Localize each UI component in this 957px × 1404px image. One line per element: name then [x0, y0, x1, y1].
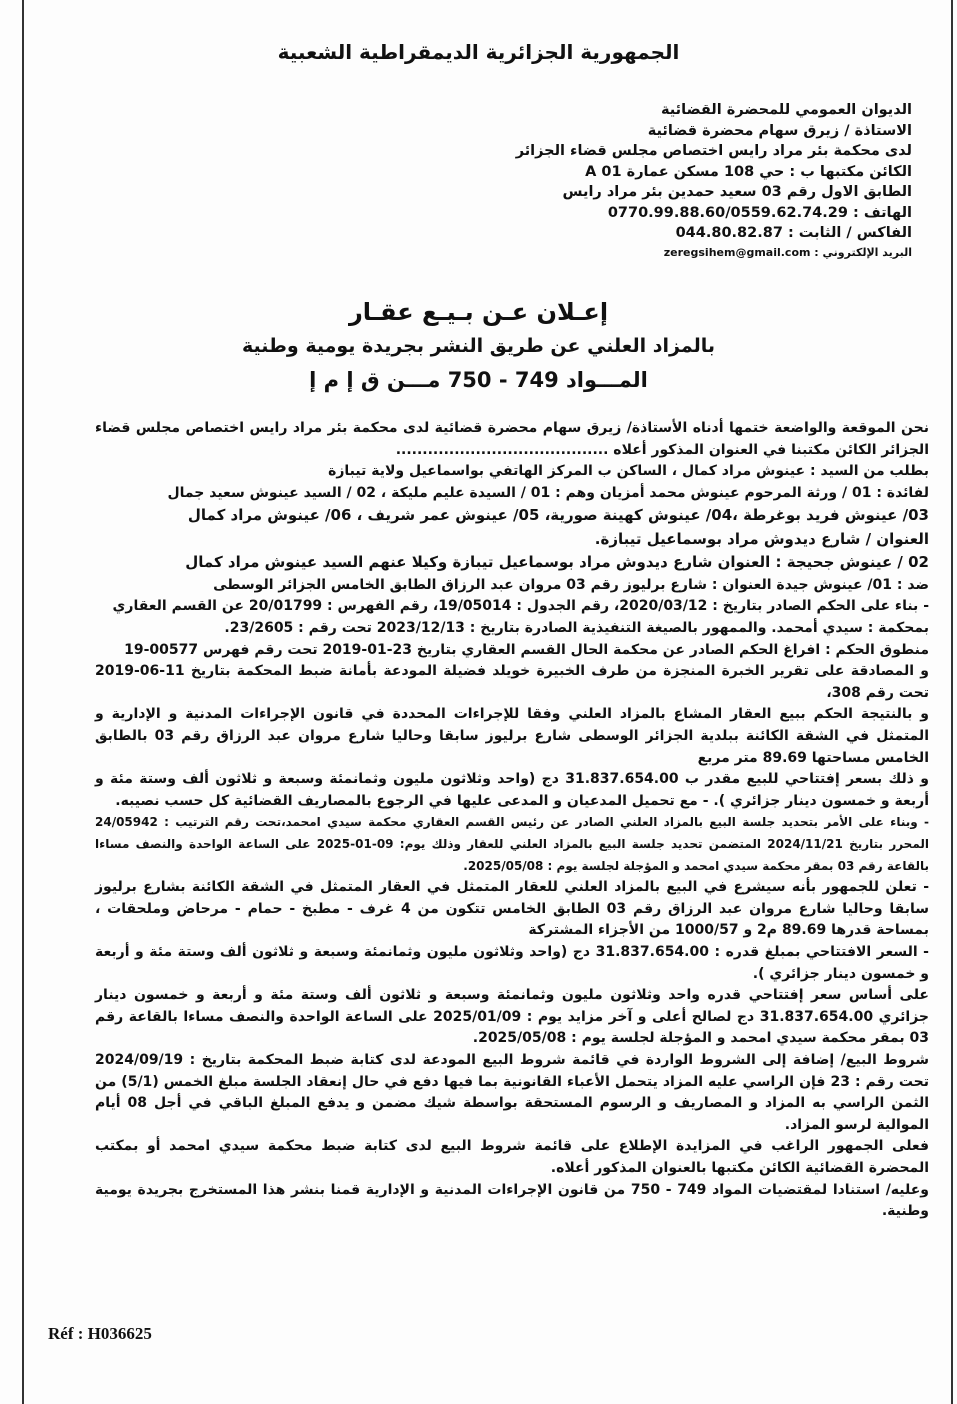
announcement-subtitle: بالمزاد العلني عن طريق النشر بجريدة يومية وطنية: [241, 335, 716, 357]
left-border-line: [22, 0, 24, 1404]
body-paragraph: بطلب من السيد : عينوش مراد كمال ، الساكن ب المركز الهاتفي بواسماعيل ولاية تيبازة: [328, 463, 929, 480]
body-paragraph: بمحكمة : سيدي أمحمد. والممهور بالصيغة التنفيذية الصادرة بتاريخ : 2023/12/13 تحت رقم : 23/2605.: [224, 620, 929, 637]
body-paragraph: - تعلن للجمهور بأنه سيشرع في البيع بالمزاد العلني للعقار المتمثل في العقار المتمثل في الشقة الكائنة بشارع برليوز سابقا وحاليا شارع مروان عبد الرزاق رقم 03 الطابق الخامس تتكون من 4 غرف - مطبخ - حمام - مرحاض وملحقات ، بمساحة قدرها 89.69 م2 و 1000/57 من الأجزاء المشتركة: [95, 879, 930, 939]
announcement-title-block: [200, 295, 757, 397]
office-phone: الهاتف : 0770.99.88.60/0559.62.74.29: [607, 204, 912, 221]
announcement-title: إعـلان عـن بـيـع عقـار: [348, 298, 609, 326]
body-paragraph: و ذلك بسعر إفتتاحي للبيع مقدر ب 31.837.654.00 دج (واحد وثلاثون مليون وثمانمئة وسبعة و ثلاثون ألف وستة مئة و أربعة و خمسون دينار جزائري ). - مع تحميل المدعيان و المدعى عليها في الرجوع بالمصاريف القضائية كل حسب نصيبه.: [95, 771, 930, 809]
body-paragraph: شروط البيع/ إضافة إلى الشروط الواردة في قائمة شروط البيع المودعة لدى كتابة ضبط المحكمة بتاريخ : 2024/09/19 تحت رقم : 23 فإن الراسي عليه المزاد يتحمل الأعباء القانونية بما فيها دفع في حال إنعقاد الجلسة مبلغ الخمس (5/1) من الثمن الراسي به المزاد و المصاريف و الرسوم المستحقة بواسطة شيك مضمن و يدفع المبلغ الباقي في أجل 08 أيام الموالية لرسو المزاد.: [95, 1051, 930, 1133]
body-paragraph: منطوق الحكم : افراغ الحكم الصادر عن محكمة الحال القسم العقاري بتاريخ 23-01-2019 تحت رقم فهرس 00577-19: [124, 641, 929, 658]
body-paragraph: 03/ عينوش فريد بوغرطة ،04/ عينوش كهينة صورية، 05/ عينوش عمر شريف ، 06/ عينوش مراد كمال: [187, 506, 929, 525]
office-line: الديوان العمومي للمحضرة القضائية: [660, 102, 912, 118]
office-line: الكائن مكتبها ب : حي 108 مسكن عمارة A 01: [585, 163, 912, 180]
body-paragraph: على أساس سعر إفتتاحي قدره واحد وثلاثون مليون وثمانمئة وسبعة و ثلاثون ألف وستة مئة و أربعة و خمسون دينار جزائري 31.837.654.00 دج لصالح أعلى و آخر مزايد يوم : 2025/01/09 على الساعة الواحدة والنصف مساءا بالقاعة رقم 03 بمقر محكمة سيدي امحمد و المؤجلة لجلسة يوم : 2025/05/08.: [95, 987, 929, 1047]
body-paragraph: 02 / عينوش جحيجة : العنوان شارع ديدوش مراد بوسماعيل تيبازة وكيلا عنهم السيد عينوش مراد كمال: [185, 553, 929, 572]
body-paragraph: لفائدة : 01 / ورثة المرحوم عينوش محمد أمزيان وهم : 01 / السيدة عليم مليكة ، 02 / السيد عينوش سعيد جمال: [167, 484, 929, 501]
announcement-articles: المـــواد 749 - 750 مـــن ق إ م إ: [309, 368, 648, 392]
republic-heading: الجمهورية الجزائرية الديمقراطية الشعبية: [277, 40, 680, 64]
body-paragraph: العنوان / شارع ديدوش مراد بوسماعيل تيبازة.: [594, 529, 929, 548]
office-line: لدى محكمة بئر مراد رايس اختصاص مجلس قضاء الجزائر: [515, 143, 912, 159]
body-paragraph: وعليه/ استنادا لمقتضيات المواد 749 - 750 من قانون الإجراءات المدنية و الإدارية قمنا بنشر هذا المستخرج بجريدة يومية وطنية.: [95, 1181, 929, 1220]
body-paragraph: - وبناء على الأمر بتحديد جلسة البيع بالمزاد العلني الصادر عن رئيس القسم العقاري محكمة سيدي امحمد،تحت رقم الترتيب : 24/05942 المحرر بتاريخ 2024/11/21 المتضمن تحديد جلسة البيع بالمزاد العلني للعقار وذلك يوم: 09-01-2025 على الساعة الواحدة والنصف مساءا بالقاعة رقم 03 بمقر محكمة سيدي امحمد و المؤجلة لجلسة يوم : 2025/05/08.: [95, 815, 929, 873]
body-paragraph: و بالنتيجة الحكم ببيع العقار المشاع بالمزاد العلني وفقا للإجراءات المحددة في قانون الإجراءات المدنية و الإدارية و المتمثل في الشقة الكائنة ببلدية الجزائر الوسطى شارع برليوز سابقا وحاليا شارع مروان عبد الرزاق رقم 03 بالطابق الخامس مساحتها 89.69 متر مربع: [95, 706, 929, 766]
body-paragraph: و المصادقة على تقرير الخبرة المنجزة من طرف الخبيرة خويلد فضيلة المودعة بأمانة ضبط المحكمة بتاريخ 11-06-2019 تحت رقم 308،: [95, 663, 929, 701]
office-line: الاستاذة / زيرق سهام محضرة قضائية: [647, 122, 912, 139]
body-paragraph: - بناء على الحكم الصادر بتاريخ : 2020/03/12، رقم الجدول : 19/05014، رقم الفهرس : 20/01799 عن القسم العقاري: [112, 598, 929, 615]
body-paragraph: نحن الموقعة والواضعة ختمها أدناه الأستاذة/ زيرق سهام محضرة قضائية لدى محكمة بئر مراد رايس اختصاص مجلس قضاء الجزائر الكائن مكتبنا في العنوان المذكور أعلاه ........................................: [95, 420, 929, 458]
office-email: البريد الإلكتروني : zeregsihem@gmail.com: [663, 245, 912, 259]
reference-number: Réf : H036625: [48, 1324, 152, 1343]
office-fax: الفاكس / الثابت : 044.80.82.87: [675, 225, 912, 241]
body-paragraph: فعلى الجمهور الراغب في المزايدة الإطلاع على قائمة شروط البيع لدى كتابة ضبط محكمة سيدي امحمد أو بمكتب المحضرة القضائية الكائن مكتبها بالعنوان المذكور أعلاه.: [95, 1138, 929, 1176]
office-line: الطابق الاول رقم 03 سعيد حمدين بئر مراد رايس: [562, 184, 912, 200]
body-paragraph: ضد : 01/ عينوش جيدة العنوان : شارع برليوز رقم 03 مروان عبد الرزاق الطابق الخامس الجزائر الوسطى: [213, 576, 929, 593]
announcement-body: [95, 418, 929, 1223]
body-paragraph: - السعر الافتتاحي بمبلغ قدره : 31.837.654.00 دج (واحد وثلاثون مليون وثمانمئة وسبعة و ثلاثون ألف وستة مئة و أربعة و خمسون دينار جزائري ).: [95, 943, 929, 982]
office-info-block: [352, 100, 912, 261]
right-border-line: [951, 0, 953, 1404]
